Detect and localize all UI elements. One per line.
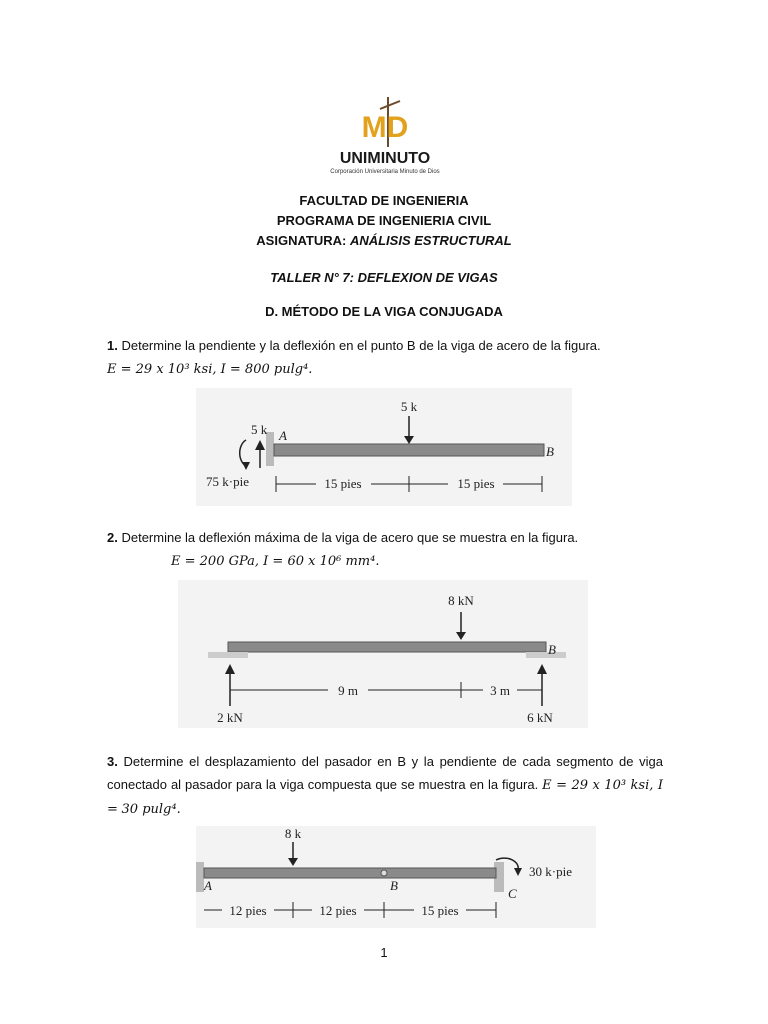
- span-3-label: 15 pies: [421, 903, 459, 918]
- problem-text: Determine la pendiente y la deflexión en el punto B de la viga de acero de la figura.: [121, 338, 601, 353]
- subject-prefix: ASIGNATURA:: [256, 233, 347, 248]
- pin-b: [381, 870, 387, 876]
- load-label: 8 kN: [448, 593, 474, 608]
- span-1-label: 12 pies: [229, 903, 267, 918]
- right-reaction-arrow: [537, 664, 547, 674]
- figure-3: [196, 826, 596, 928]
- point-c-label: C: [508, 886, 517, 901]
- problem-text: Determine el desplazamiento del pasador en B y la pendiente de cada segmento de viga conectado al pasador para la viga compuesta que se muestra en la figura.: [107, 754, 663, 792]
- load-arrow: [288, 858, 298, 866]
- point-b-label: B: [390, 878, 398, 893]
- span-1-label: 15 pies: [324, 476, 362, 491]
- program-heading: PROGRAMA DE INGENIERIA CIVIL: [276, 213, 492, 228]
- uniminuto-logo: [300, 95, 470, 180]
- point-a-label: A: [204, 878, 212, 893]
- right-reaction-label: 6 kN: [527, 710, 553, 725]
- load-arrow: [404, 436, 414, 444]
- right-support: [526, 652, 566, 658]
- point-b-label: B: [548, 642, 556, 657]
- figure-2: [178, 580, 588, 728]
- left-reaction-arrow: [225, 664, 235, 674]
- problem-formula-part1: E = 29 x 10³ ksi, I =: [107, 778, 663, 817]
- moment-label: 75 k·pie: [206, 474, 249, 489]
- logo-name: UNIMINUTO: [339, 150, 431, 167]
- problem-3: [107, 750, 663, 821]
- moment-label: 30 k·pie: [529, 864, 572, 879]
- problem-1: [107, 334, 663, 381]
- problem-number: 1.: [107, 338, 118, 353]
- subject-name: ANÁLISIS ESTRUCTURAL: [349, 233, 512, 248]
- problem-text: Determine la deflexión máxima de la viga de acero que se muestra en la figura.: [121, 530, 579, 545]
- figure-1: [196, 388, 572, 506]
- span-2-label: 12 pies: [319, 903, 357, 918]
- logo-subtitle: Corporación Universitaria Minuto de Dios: [330, 169, 440, 175]
- left-support: [208, 652, 248, 658]
- reaction-arrow: [255, 440, 265, 450]
- problem-formula: E = 200 GPa, I = 60 x 10⁶ mm⁴.: [171, 554, 380, 569]
- beam: [204, 868, 496, 878]
- load-arrow: [456, 632, 466, 640]
- beam: [274, 444, 544, 456]
- workshop-title: TALLER N° 7: DEFLEXION DE VIGAS: [270, 270, 498, 285]
- problem-number: 3.: [107, 754, 118, 769]
- method-title: D. MÉTODO DE LA VIGA CONJUGADA: [265, 304, 503, 319]
- span-2-label: 15 pies: [457, 476, 495, 491]
- beam: [228, 642, 546, 652]
- left-fixed-support: [196, 862, 204, 892]
- problem-2: [107, 526, 663, 573]
- problem-formula-part2: 30 pulg⁴.: [121, 802, 181, 817]
- problem-formula: E = 29 x 10³ ksi, I = 800 pulg⁴.: [107, 362, 313, 377]
- span-2-label: 3 m: [490, 683, 510, 698]
- point-b-label: B: [546, 444, 554, 459]
- left-reaction-label: 2 kN: [217, 710, 243, 725]
- reaction-label: 5 k: [251, 422, 268, 437]
- page-number: 1: [380, 945, 388, 960]
- fixed-support: [266, 432, 274, 466]
- problem-number: 2.: [107, 530, 118, 545]
- subject-heading: [0, 233, 768, 248]
- load-label: 5 k: [400, 399, 418, 414]
- logo-mark: MD: [361, 111, 409, 144]
- span-1-label: 9 m: [338, 683, 358, 698]
- load-label: 8 k: [284, 826, 302, 841]
- point-a-label: A: [279, 428, 287, 443]
- faculty-heading: FACULTAD DE INGENIERIA: [299, 193, 469, 208]
